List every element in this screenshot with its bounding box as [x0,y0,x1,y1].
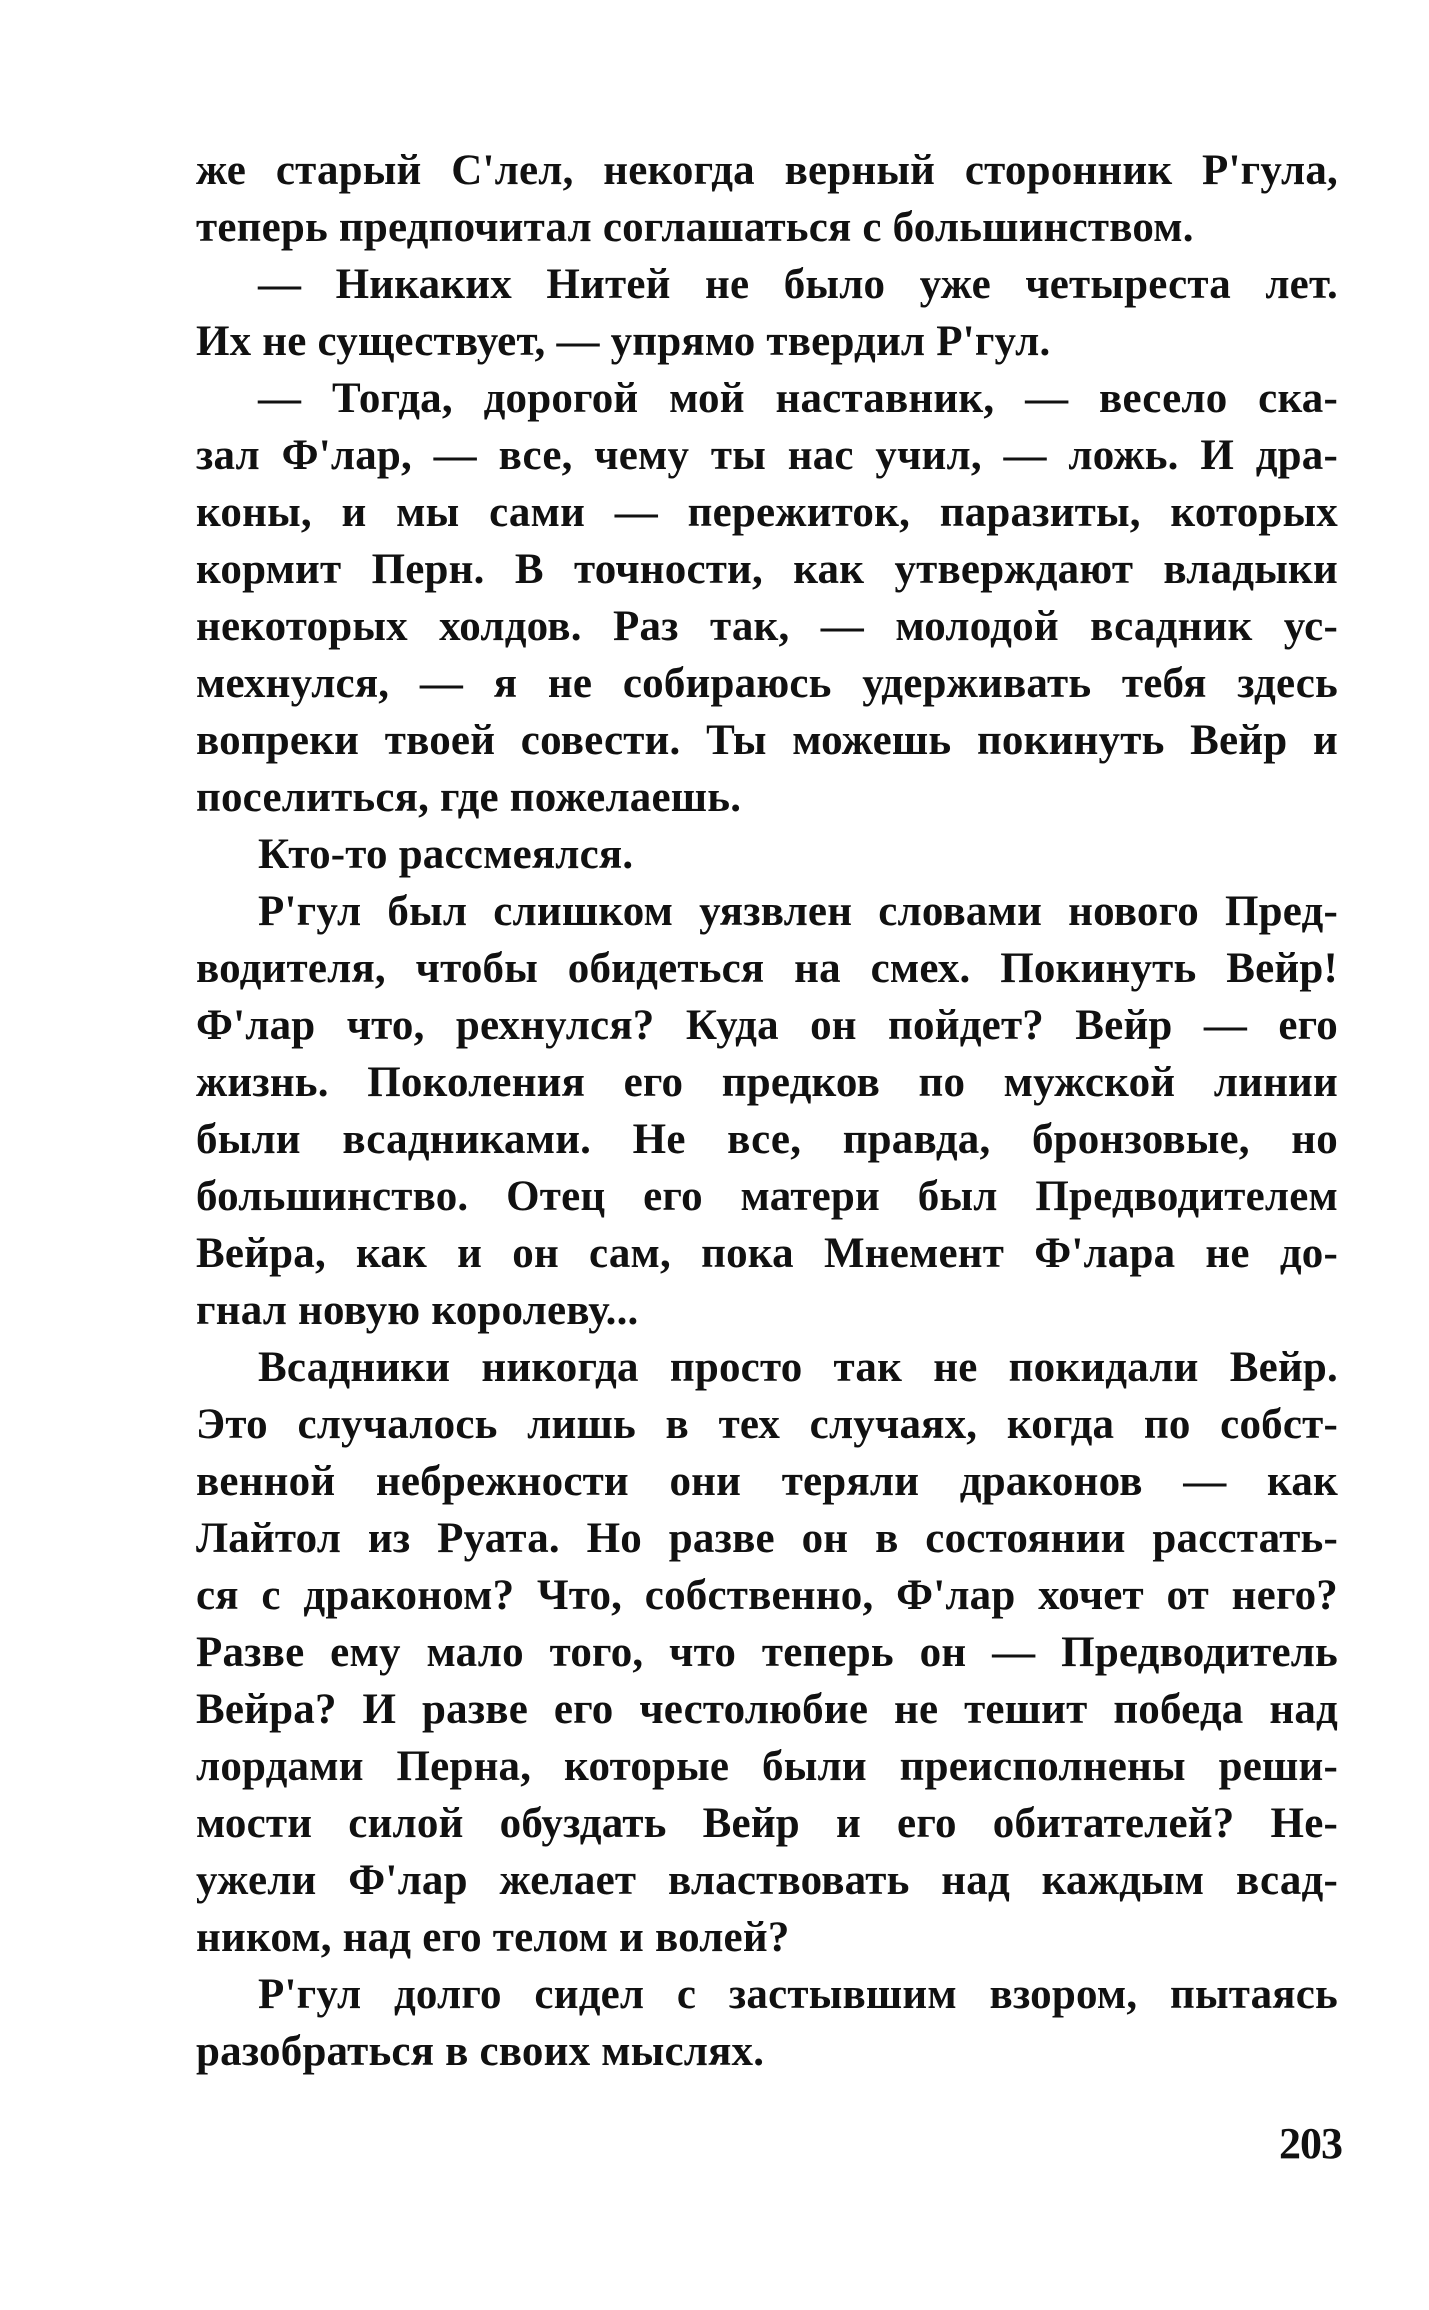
text-line: теперь предпочитал соглашаться с большинством. [196,204,1194,251]
text-line: Вейра? И разве его честолюбие не тешит победа над [196,1686,1338,1733]
text-line: некоторых холдов. Раз так, — молодой всадник ус- [196,603,1338,650]
text-line: вопреки твоей совести. Ты можешь покинуть Вейр и [196,717,1338,764]
page-number: 203 [1279,2119,1342,2168]
text-line: ником, над его телом и волей? [196,1914,790,1961]
text-line: разобраться в своих мыслях. [196,2028,765,2075]
text-line: мости силой обуздать Вейр и его обитателей? Не- [196,1800,1338,1847]
text-line: Разве ему мало того, что теперь он — Предводитель [196,1629,1338,1676]
text-line: ся с драконом? Что, собственно, Ф'лар хочет от него? [196,1572,1338,1619]
text-line: лордами Перна, которые были преисполнены реши- [196,1743,1338,1790]
text-line: ужели Ф'лар желает властвовать над каждым всад- [196,1857,1338,1904]
text-line: гнал новую королеву... [196,1287,639,1334]
text-line: Всадники никогда просто так не покидали Вейр. [258,1344,1338,1391]
body-text [196,142,1338,2080]
text-line: Кто-то рассмеялся. [258,831,634,878]
text-line: — Никаких Нитей не было уже четыреста лет. [258,261,1338,308]
text-line: Ф'лар что, рехнулся? Куда он пойдет? Вейр — его [196,1002,1338,1049]
text-line: Лайтол из Руата. Но разве он в состоянии расстать- [196,1515,1338,1562]
text-line: Р'гул долго сидел с застывшим взором, пытаясь [258,1971,1338,2018]
text-line: Р'гул был слишком уязвлен словами нового Пред- [258,888,1338,935]
text-line: венной небрежности они теряли драконов — как [196,1458,1338,1505]
text-line: мехнулся, — я не собираюсь удерживать тебя здесь [196,660,1338,707]
text-line: Это случалось лишь в тех случаях, когда по собст- [196,1401,1338,1448]
text-line: же старый С'лел, некогда верный сторонник Р'гула, [196,147,1338,194]
text-line: кормит Перн. В точности, как утверждают владыки [196,546,1338,593]
text-line: были всадниками. Не все, правда, бронзовые, но [196,1116,1338,1163]
text-line: Вейра, как и он сам, пока Мнемент Ф'лара не до- [196,1230,1338,1277]
text-line: — Тогда, дорогой мой наставник, — весело ска- [258,375,1338,422]
text-line: большинство. Отец его матери был Предводителем [196,1173,1338,1220]
text-line: поселиться, где пожелаешь. [196,774,742,821]
text-line: зал Ф'лар, — все, чему ты нас учил, — ложь. И дра- [196,432,1338,479]
text-line: жизнь. Поколения его предков по мужской линии [196,1059,1338,1106]
text-line: Их не существует, — упрямо твердил Р'гул. [196,318,1051,365]
text-line: водителя, чтобы обидеться на смех. Покинуть Вейр! [196,945,1338,992]
text-line: коны, и мы сами — пережиток, паразиты, которых [196,489,1338,536]
